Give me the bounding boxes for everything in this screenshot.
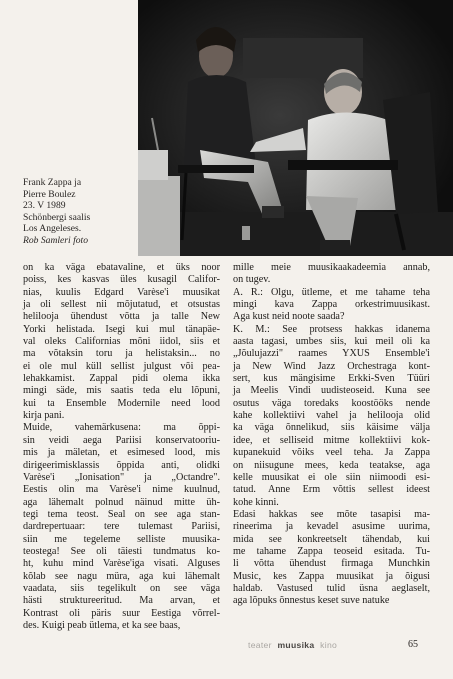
- text-line: Varèse'i „Ionisation" ja „Octandre".: [23, 471, 220, 483]
- text-line: tegi tema teost. Seal on see aga stan-: [23, 508, 220, 520]
- text-line: ka väga õnnelikud, siis käisime välja: [233, 422, 430, 434]
- text-line: Yorki helistada. Isegi kui mul tänapäe-: [23, 323, 220, 335]
- text-line: mille meie muusikaakadeemia annab,: [233, 262, 430, 273]
- text-line: kui ta Ensemble Modernile need lood: [23, 397, 220, 409]
- section-nav-item-muusika: muusika: [277, 640, 315, 650]
- text-line: Edasi hakkas see mõte tasapisi ma-: [233, 508, 430, 520]
- text-line: on tugev.: [233, 274, 271, 286]
- caption-line: Frank Zappa ja: [23, 177, 82, 188]
- caption-line: Los Angeleses.: [23, 223, 82, 235]
- text-line: me tahame Zappa teoseid esitada. Tu-: [233, 545, 430, 557]
- caption-line: 23. V 1989: [23, 200, 66, 212]
- caption-line: Pierre Boulez: [23, 188, 76, 200]
- text-line: teostega! See oli täiesti tundmatus ko-: [23, 545, 220, 557]
- text-line: Music, kes Zappa muusikat ja õigusi: [233, 570, 430, 582]
- text-line: on ka väga ebatavaline, et üks noor: [23, 262, 220, 273]
- text-line: mingi säde, mis saatis teda elu lõpuni,: [23, 385, 220, 397]
- text-line: ht, kuhu mind Varèse'iga visati. Alguses: [23, 558, 220, 570]
- photo-credit: Rob Samleri foto: [23, 234, 89, 246]
- text-line: kelle muusikat ei ole siin niimoodi esi-: [233, 471, 430, 483]
- text-line: aga lõpuks õnnestus keset suve natuke: [233, 595, 390, 607]
- text-line: „Jõulujazzi" raames YXUS Ensemble'i: [233, 348, 430, 360]
- text-line: kohe kinni.: [233, 496, 279, 508]
- text-line: ja New Wind Jazz Orchestraga kont-: [233, 360, 430, 372]
- text-column-right: [233, 262, 430, 608]
- caption-line: Schönbergi saalis: [23, 211, 91, 223]
- text-line: sert, kus mängisime Erkki-Sven Tüüri: [233, 373, 430, 385]
- section-nav: [248, 640, 337, 650]
- text-line: Kontrast oli päris suur Eestiga võrrel-: [23, 607, 220, 619]
- text-line: sin veidi aega Pariisi konservatooriu-: [23, 434, 220, 446]
- text-line: nias, kuulis Edgard Varèse'i muusikat: [23, 286, 220, 298]
- text-line: ma võtaksin toru ja helistaksin... no: [23, 348, 220, 360]
- text-line: aasta tagasi, umbes siis, kui meil oli ka: [233, 336, 430, 348]
- page-footer: [0, 640, 453, 654]
- text-line: kupanekuid võiks veel teha. Ja Zappa: [233, 447, 430, 459]
- text-line: rineerima ja kevadel asusime uurima,: [233, 521, 430, 533]
- text-line: hästi struktureeritud. Ma arvan, et: [23, 595, 220, 607]
- text-line: mida see konkreetselt tähendab, kui: [233, 533, 430, 545]
- photo-zappa-boulez: [138, 0, 453, 256]
- text-line: ja Meelis Vindi uudisteoseid. Kuna see: [233, 385, 430, 397]
- text-line: poiss, kes kasvas üles kusagil Califor-: [23, 274, 220, 286]
- text-line: aga lähemalt polnud näinud mitte üh-: [23, 496, 220, 508]
- text-line: mingi kava Zappa orkestrimuusikast.: [233, 299, 430, 311]
- text-line: val oleks Californias mõni iidol, siis et: [23, 336, 220, 348]
- text-line: dardrepertuaar: tere tulemast Pariisi,: [23, 521, 220, 533]
- text-line: osutus väga toredaks koostööks nende: [233, 397, 430, 409]
- text-line: Eestis olin ma Varèse'i nime kuulnud,: [23, 484, 220, 496]
- text-line: ei ole mul küll sellist julgust või pea-: [23, 360, 220, 372]
- text-line: Aga kust neid noote saada?: [233, 311, 345, 323]
- section-nav-item-teater: teater: [248, 640, 272, 650]
- text-line: on niisugune mees, keda teatakse, aga: [233, 459, 430, 471]
- text-line: ja oli sellest nii mõjutatud, et otsustas: [23, 299, 220, 311]
- text-line: li võtta ühendust firmaga Munchkin: [233, 558, 430, 570]
- text-line: siin me tegeleme selliste muusika-: [23, 533, 220, 545]
- black-and-white-photo-icon: [138, 0, 453, 256]
- page-number: 65: [408, 639, 418, 650]
- text-line: kahe kollektiivi vahel ja helilooja olid: [233, 410, 430, 422]
- text-line: mis ja mäletan, et esimesed lood, mis: [23, 447, 220, 459]
- text-line: helilooja ühendust võtta ja talle New: [23, 311, 220, 323]
- text-line: des. Kuigi peab ütlema, et ka see baas,: [23, 619, 181, 631]
- text-line: lehakkamist. Zappal pidi olema ikka: [23, 373, 220, 385]
- text-line: kirja pani.: [23, 410, 65, 422]
- text-line: haldab. Vastused tulid üsna aeglaselt,: [233, 582, 430, 594]
- section-nav-item-kino: kino: [320, 640, 338, 650]
- text-line: tatud. Anne Erm võttis sellest ideest: [233, 484, 430, 496]
- text-line: vaadata, siis tegelikult on see väga: [23, 582, 220, 594]
- photo-caption: [23, 177, 133, 247]
- text-line: K. M.: See protsess hakkas idanema: [233, 323, 430, 335]
- text-line: dirigeerimisklassis õppida anti, olidki: [23, 459, 220, 471]
- text-line: A. R.: Olgu, ütleme, et me tahame teha: [233, 286, 430, 298]
- text-line: Muide, vahemärkusena: ma õppi-: [23, 422, 220, 434]
- text-line: kõlab see nagu müra, aga kui lähemalt: [23, 570, 220, 582]
- text-line: idee, et selliseid mitme kollektiivi kok-: [233, 434, 430, 446]
- text-column-left: [23, 262, 220, 632]
